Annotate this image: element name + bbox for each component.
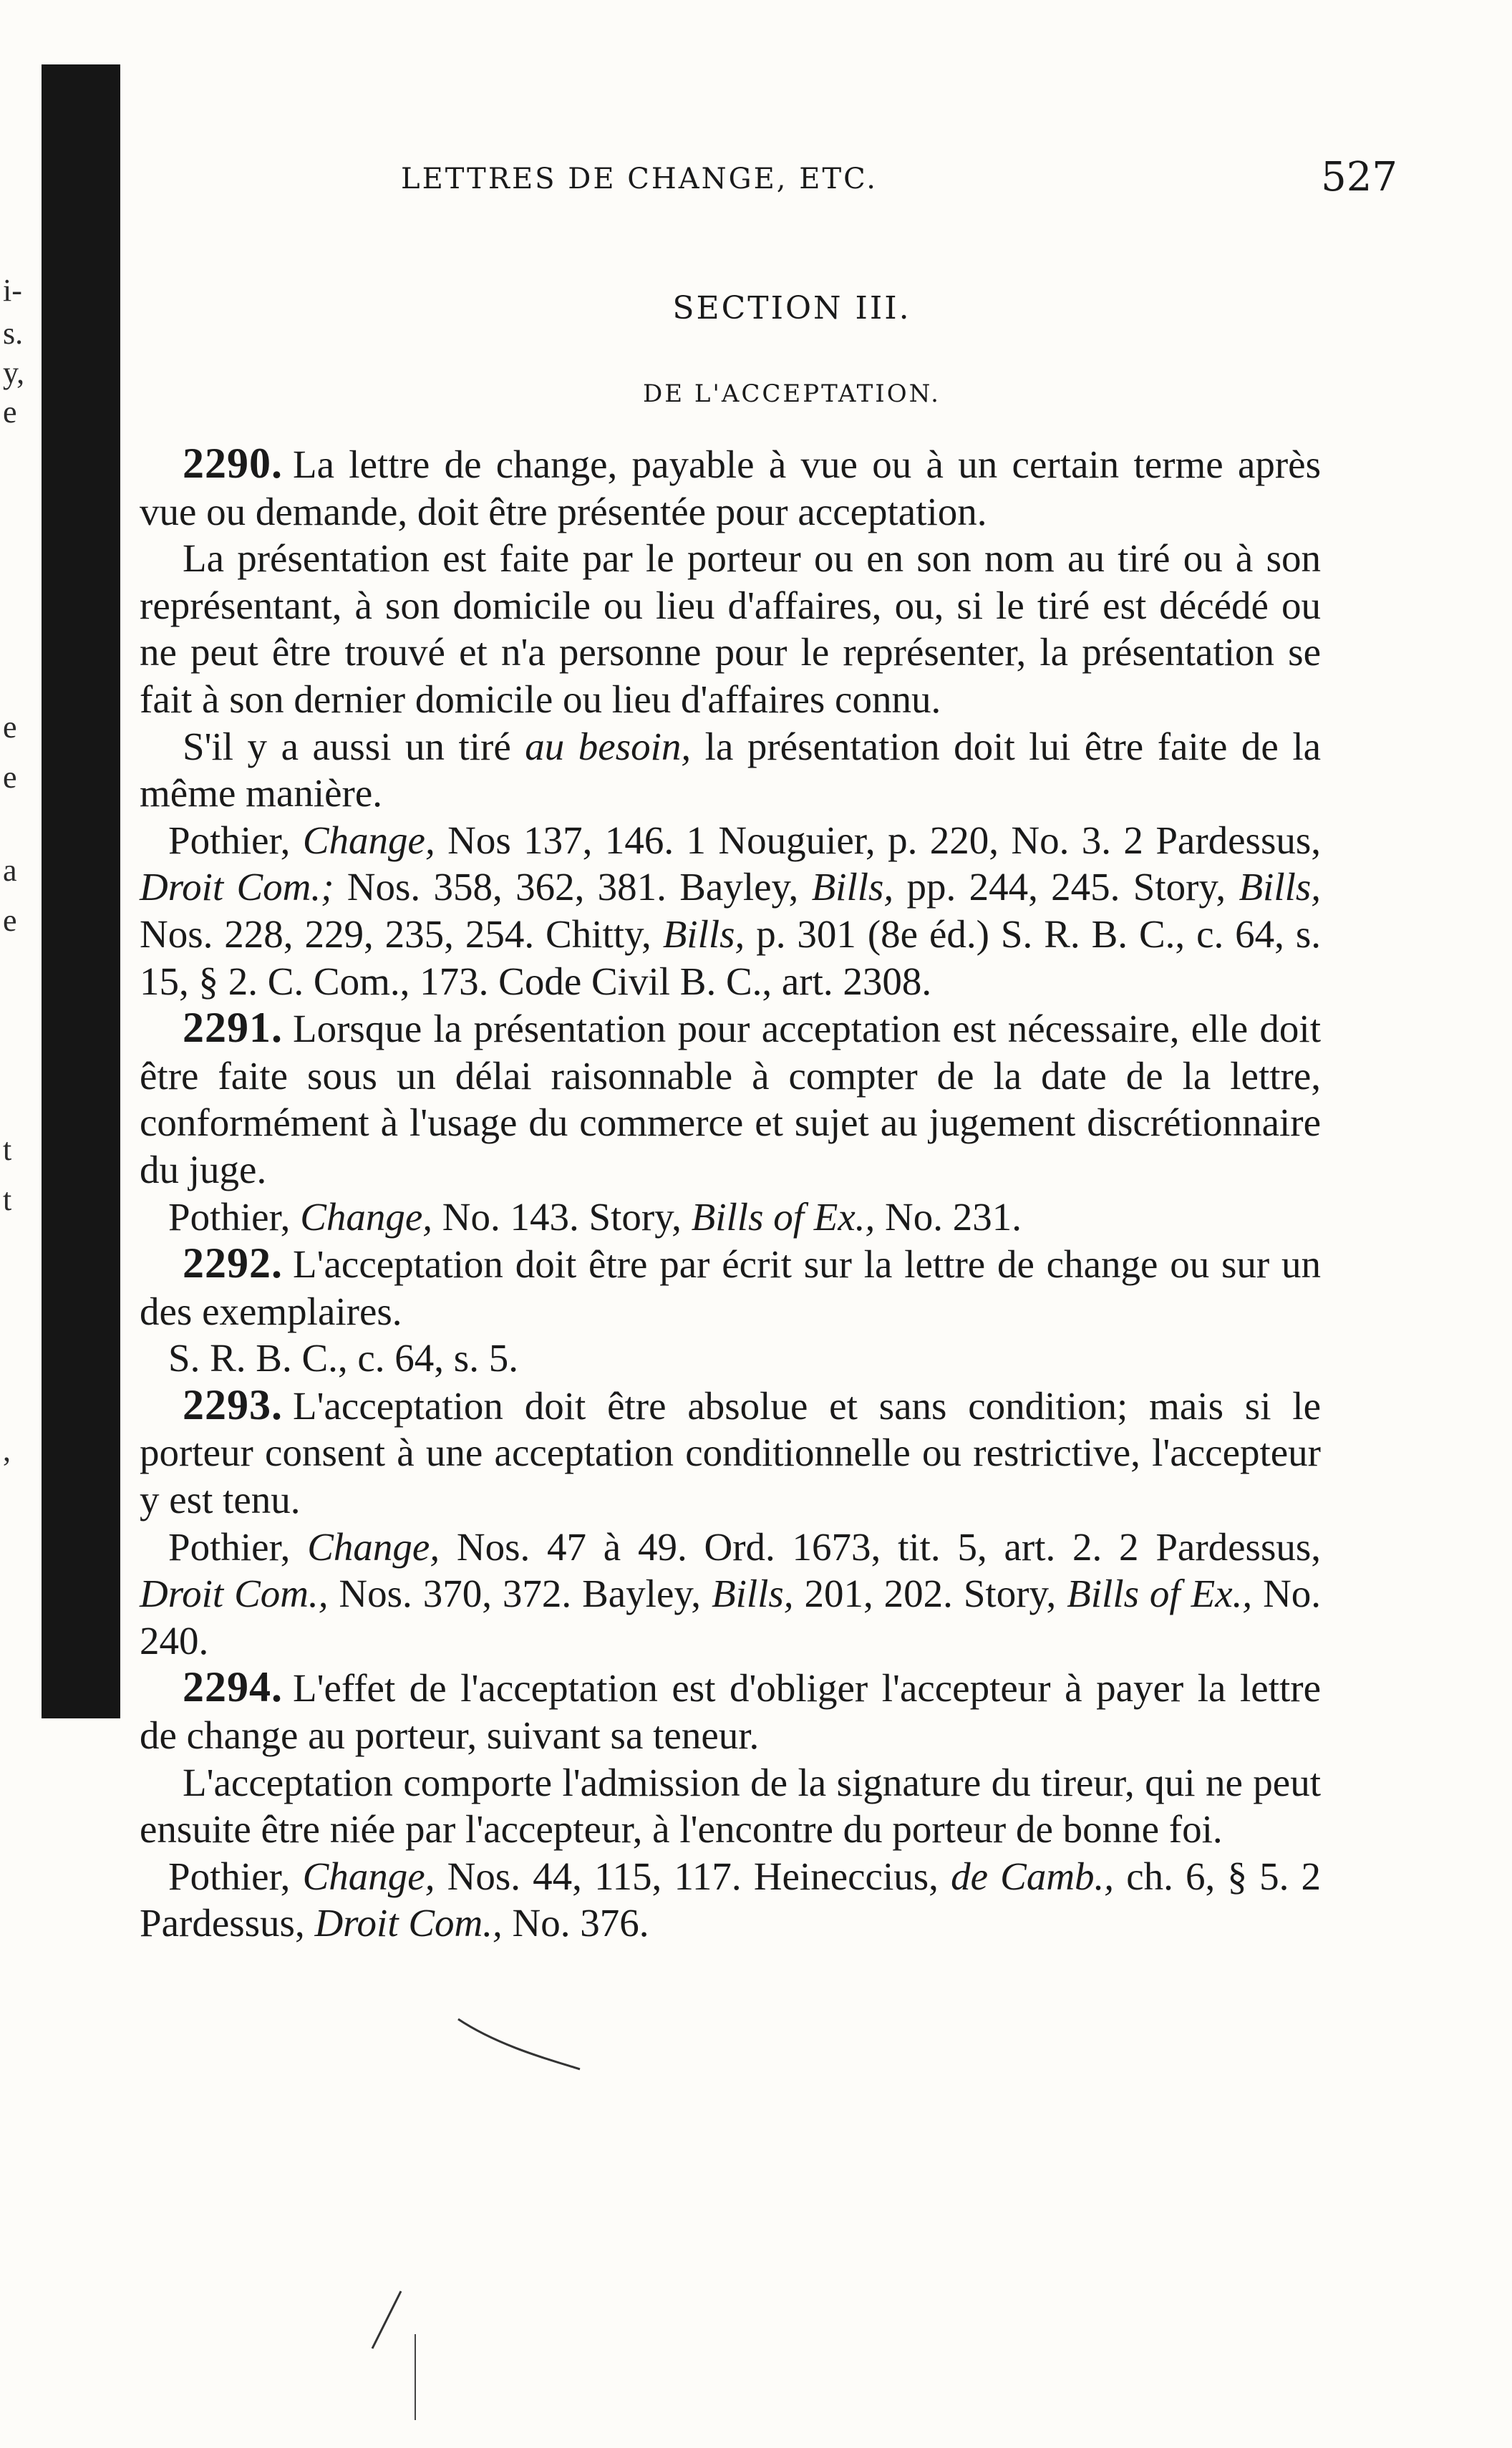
article-paragraph: La présentation est faite par le porteur ou en son nom au tiré ou à son représentant, à son domicile ou lieu d'affaires, ou, si le tiré est décédé ou ne peut être trouvé et n'a personne pour le représenter, la présentation se fait à son dernier domicile ou lieu d'affaires connu. — [140, 536, 1321, 721]
subsection-heading: DE L'ACCEPTATION. — [643, 379, 941, 408]
gutter-letter: a — [3, 853, 17, 888]
gutter-letter: e — [3, 710, 17, 745]
article-number: 2291. — [183, 1004, 283, 1052]
italic-run: au besoin, — [525, 724, 692, 768]
section-heading: SECTION III. — [672, 290, 911, 326]
text-run: S'il y a aussi un tiré — [183, 724, 511, 768]
gutter-letter: e — [3, 760, 17, 795]
article-number: 2290. — [183, 440, 283, 487]
cite-italic: Change, — [302, 1854, 435, 1898]
article-text: Lorsque la présentation pour acceptation est nécessaire, elle doit être faite sous un délai raisonnable à compter de la date de la lettre, conformément à l'usage du commerce et sujet au jugement discrétionnaire du juge. — [140, 1007, 1321, 1191]
cite-italic: Bills, — [1239, 865, 1322, 909]
gutter-letter: e — [3, 903, 17, 938]
gutter-letter: y, — [3, 355, 25, 390]
cite-run: Nos. 228, 229, 235, 254. Chitty, — [140, 911, 651, 956]
article-text: La lettre de change, payable à vue ou à un certain terme après vue ou demande, doit être présentée pour acceptation. — [140, 442, 1321, 533]
article-paragraph: L'acceptation comporte l'admission de la signature du tireur, qui ne peut ensuite être niée par l'accepteur, à l'encontre du porteur de bonne foi. — [140, 1760, 1321, 1852]
cite-run: Pothier, — [168, 1854, 291, 1898]
cite-run: Nos 137, 146. 1 Nouguier, p. 220, No. 3. 2 Pardessus, — [447, 818, 1322, 862]
gutter-letter: t — [3, 1182, 12, 1217]
cite-italic: Change, — [302, 818, 435, 862]
cite-italic: Change, — [300, 1194, 433, 1239]
cite-run: ch. 6, § 5. 2 Pardessus, — [140, 1854, 1322, 1945]
cite-italic: Change, — [307, 1524, 440, 1569]
cite-run: Pothier, — [168, 818, 291, 862]
cite-run: Nos. 370, 372. Bayley, — [339, 1572, 702, 1616]
cite-italic: Droit Com., — [140, 1572, 329, 1616]
article-text: L'acceptation doit être absolue et sans condition; mais si le porteur consent à une acceptation conditionnelle ou restrictive, l'accepteur y est tenu. — [140, 1383, 1321, 1522]
cite-run: No. 376. — [512, 1901, 649, 1945]
cite-italic: Droit Com., — [314, 1901, 503, 1945]
running-title: LETTRES DE CHANGE, ETC. — [401, 163, 878, 195]
article-number: 2294. — [183, 1663, 283, 1711]
cite-italic: Bills, — [662, 911, 745, 956]
gutter-letter: , — [3, 1433, 11, 1468]
gutter-letter: i- — [3, 273, 22, 308]
page-number: 527 — [1321, 154, 1397, 200]
cite-italic: Bills of Ex., — [691, 1194, 876, 1239]
text-run: la présentation doit lui être faite de la même manière. — [140, 724, 1322, 816]
article-text: L'effet de l'acceptation est d'obliger l'accepteur à payer la lettre de change au porteur, suivant sa teneur. — [140, 1666, 1321, 1758]
cite-run: Pothier, — [168, 1194, 291, 1239]
article-number: 2292. — [183, 1239, 283, 1287]
article-number: 2293. — [183, 1380, 283, 1428]
gutter-letter: e — [3, 395, 17, 430]
cite-run: Pothier, — [168, 1524, 291, 1569]
cite-run: Nos. 47 à 49. Ord. 1673, tit. 5, art. 2. 2 Pardessus, — [456, 1524, 1322, 1569]
cite-run: p. 301 (8e éd.) S. R. B. C., c. 64, s. 15, § 2. C. Com., 173. Code Civil B. C., art. 2308. — [140, 911, 1322, 1003]
cite-italic: Droit Com.; — [140, 865, 334, 909]
scribble-stroke — [372, 2291, 401, 2348]
cite-italic: Bills, — [711, 1572, 794, 1616]
cite-italic: de Camb., — [951, 1854, 1115, 1898]
cite-run: Nos. 358, 362, 381. Bayley, — [346, 865, 799, 909]
scribble-stroke — [458, 2019, 580, 2069]
cite-run: No. 240. — [140, 1572, 1322, 1663]
cite-run: pp. 244, 245. Story, — [906, 865, 1226, 909]
cite-italic: Bills, — [811, 865, 894, 909]
gutter-letter: t — [3, 1132, 12, 1167]
cite-run: No. 231. — [885, 1194, 1022, 1239]
cite-run: No. 143. Story, — [442, 1194, 682, 1239]
article-text: L'acceptation doit être par écrit sur la lettre de change ou sur un des exemplaires. — [140, 1242, 1321, 1333]
cite-italic: Bills of Ex., — [1067, 1572, 1253, 1616]
cite-run: Nos. 44, 115, 117. Heineccius, — [447, 1854, 939, 1898]
citation: S. R. B. C., c. 64, s. 5. — [168, 1336, 518, 1380]
gutter-letter: s. — [3, 316, 24, 351]
cite-run: 201, 202. Story, — [804, 1572, 1057, 1616]
